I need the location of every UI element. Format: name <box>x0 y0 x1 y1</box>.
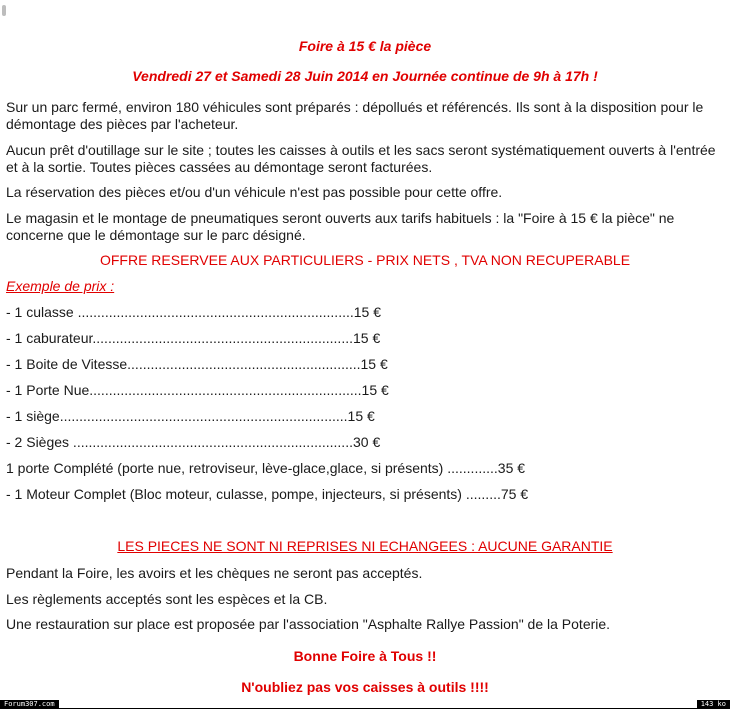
paragraph-vehicles: Sur un parc fermé, environ 180 véhicules sont préparés : dépollués et référencés. Ils sont à la disposition pour le démontage des pièces par l'acheteur. <box>6 99 704 132</box>
note-restaurant: Une restauration sur place est proposée par l'association "Asphalte Rallye Passion" de la Poterie. <box>6 616 611 632</box>
file-size-badge: 143 ko <box>697 700 730 709</box>
price-item: - 1 Boite de Vitesse............................................................15 € <box>6 356 388 372</box>
closing-greeting: Bonne Foire à Tous !! <box>293 648 437 664</box>
price-item: - 1 caburateur...................................................................15 € <box>6 330 381 346</box>
price-item: - 1 culasse .......................................................................15 € <box>6 304 381 320</box>
price-item: - 2 Sièges ........................................................................30 € <box>6 434 381 450</box>
price-item: - 1 Moteur Complet (Bloc moteur, culasse, pompe, injecteurs, si présents) .........75 € <box>6 486 529 502</box>
paragraph-shop: Le magasin et le montage de pneumatiques seront ouverts aux tarifs habituels : la "Foire à 15 € la pièce" ne concerne que le démontage sur le parc désigné. <box>6 210 675 243</box>
watermark-forum: Forum307.com <box>0 700 59 709</box>
price-heading: Exemple de prix : <box>6 278 115 294</box>
closing-reminder: N'oubliez pas vos caisses à outils !!!! <box>241 679 489 695</box>
price-item: - 1 Porte Nue......................................................................15 € <box>6 382 389 398</box>
note-payment: Pendant la Foire, les avoirs et les chèques ne seront pas acceptés. <box>6 565 423 581</box>
price-item: 1 porte Complété (porte nue, retroviseur, lève-glace,glace, si présents) .............35 € <box>6 460 526 476</box>
image-footer <box>0 700 730 709</box>
event-dates: Vendredi 27 et Samedi 28 Juin 2014 en Journée continue de 9h à 17h ! <box>132 68 598 84</box>
offer-banner: OFFRE RESERVEE AUX PARTICULIERS - PRIX NETS , TVA NON RECUPERABLE <box>99 252 631 268</box>
warranty-notice: LES PIECES NE SONT NI REPRISES NI ECHANGEES : AUCUNE GARANTIE <box>117 538 613 554</box>
note-accepted: Les règlements acceptés sont les espèces et la CB. <box>6 591 328 607</box>
paragraph-tools: Aucun prêt d'outillage sur le site ; toutes les caisses à outils et les sacs seront systématiquement ouverts à l'entrée et à la sortie. Toutes pièces cassées au démontage seront facturées. <box>6 142 716 175</box>
price-item: - 1 siège..........................................................................15 € <box>6 408 375 424</box>
corner-mark <box>2 5 6 16</box>
page-title: Foire à 15 € la pièce <box>298 38 432 54</box>
paragraph-reservation: La réservation des pièces et/ou d'un véhicule n'est pas possible pour cette offre. <box>6 184 503 200</box>
